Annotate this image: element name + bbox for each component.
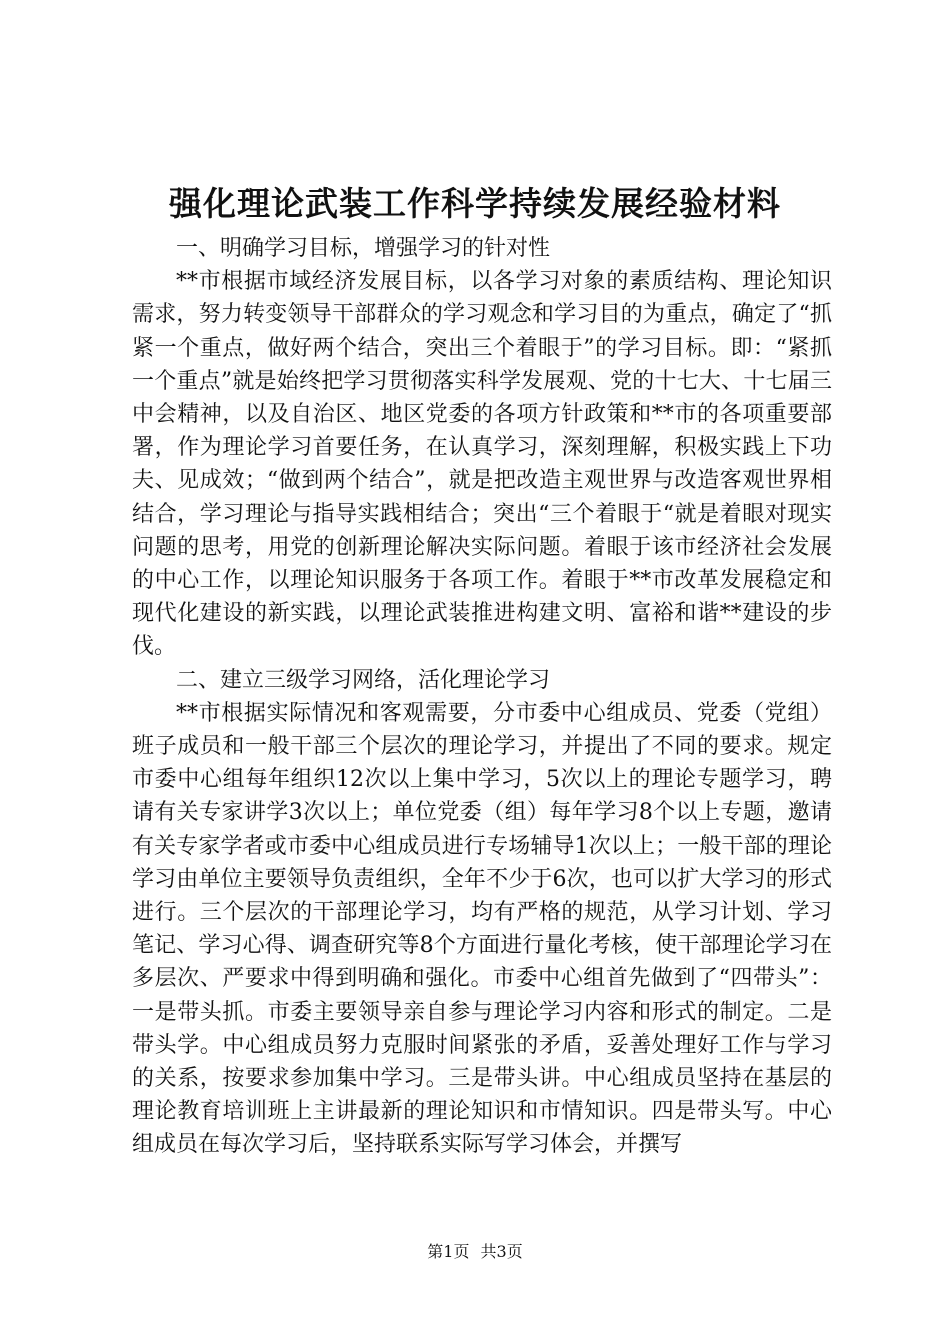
page-number: 第1页 xyxy=(427,1242,470,1261)
page-total: 共3页 xyxy=(480,1242,523,1261)
document-title: 强化理论武装工作科学持续发展经验材料 xyxy=(169,184,781,223)
page-footer xyxy=(0,1242,950,1262)
section-heading-1: 一、明确学习目标，增强学习的针对性 xyxy=(176,236,551,261)
section-paragraph-2: **市根据实际情况和客观需要，分市委中心组成员、党委（党组）班子成员和一般干部三个层次的理论学习，并提出了不同的要求。规定市委中心组每年组织12次以上集中学习，5次以上的理论专题学习，聘请有关专家讲学3次以上；单位党委（组）每年学习8个以上专题，邀请有关专家学者或市委中心组成员进行专场辅导1次以上；一般干部的理论学习由单位主要领导负责组织，全年不少于6次，也可以扩大学习的形式进行。三个层次的干部理论学习，均有严格的规范，从学习计划、学习笔记、学习心得、调查研究等8个方面进行量化考核，使干部理论学习在多层次、严要求中得到明确和强化。市委中心组首先做到了“四带头”：一是带头抓。市委主要领导亲自参与理论学习内容和形式的制定。二是带头学。中心组成员努力克服时间紧张的矛盾，妥善处理好工作与学习的关系，按要求参加集中学习。三是带头讲。中心组成员坚持在基层的理论教育培训班上主讲最新的理论知识和市情知识。四是带头写。中心组成员在每次学习后，坚持联系实际写学习体会，并撰写 xyxy=(132,700,832,1158)
document-body xyxy=(132,232,832,1162)
section-heading-2: 二、建立三级学习网络，活化理论学习 xyxy=(176,667,551,693)
section-paragraph-1: **市根据市域经济发展目标，以各学习对象的素质结构、理论知识需求，努力转变领导干部群众的学习观念和学习目的为重点，确定了“抓紧一个重点，做好两个结合，突出三个着眼于”的学习目标。即：“紧抓一个重点”就是始终把学习贯彻落实科学发展观、党的十七大、十七届三中会精神，以及自治区、地区党委的各项方针政策和**市的各项重要部署，作为理论学习首要任务，在认真学习，深刻理解，积极实践上下功夫、见成效；“做到两个结合”，就是把改造主观世界与改造客观世界相结合，学习理论与指导实践相结合；突出“三个着眼于“就是着眼对现实问题的思考，用党的创新理论解决实际问题。着眼于该市经济社会发展的中心工作，以理论知识服务于各项工作。着眼于**市改革发展稳定和现代化建设的新实践，以理论武装推进构建文明、富裕和谐**建设的步伐。 xyxy=(132,269,832,660)
